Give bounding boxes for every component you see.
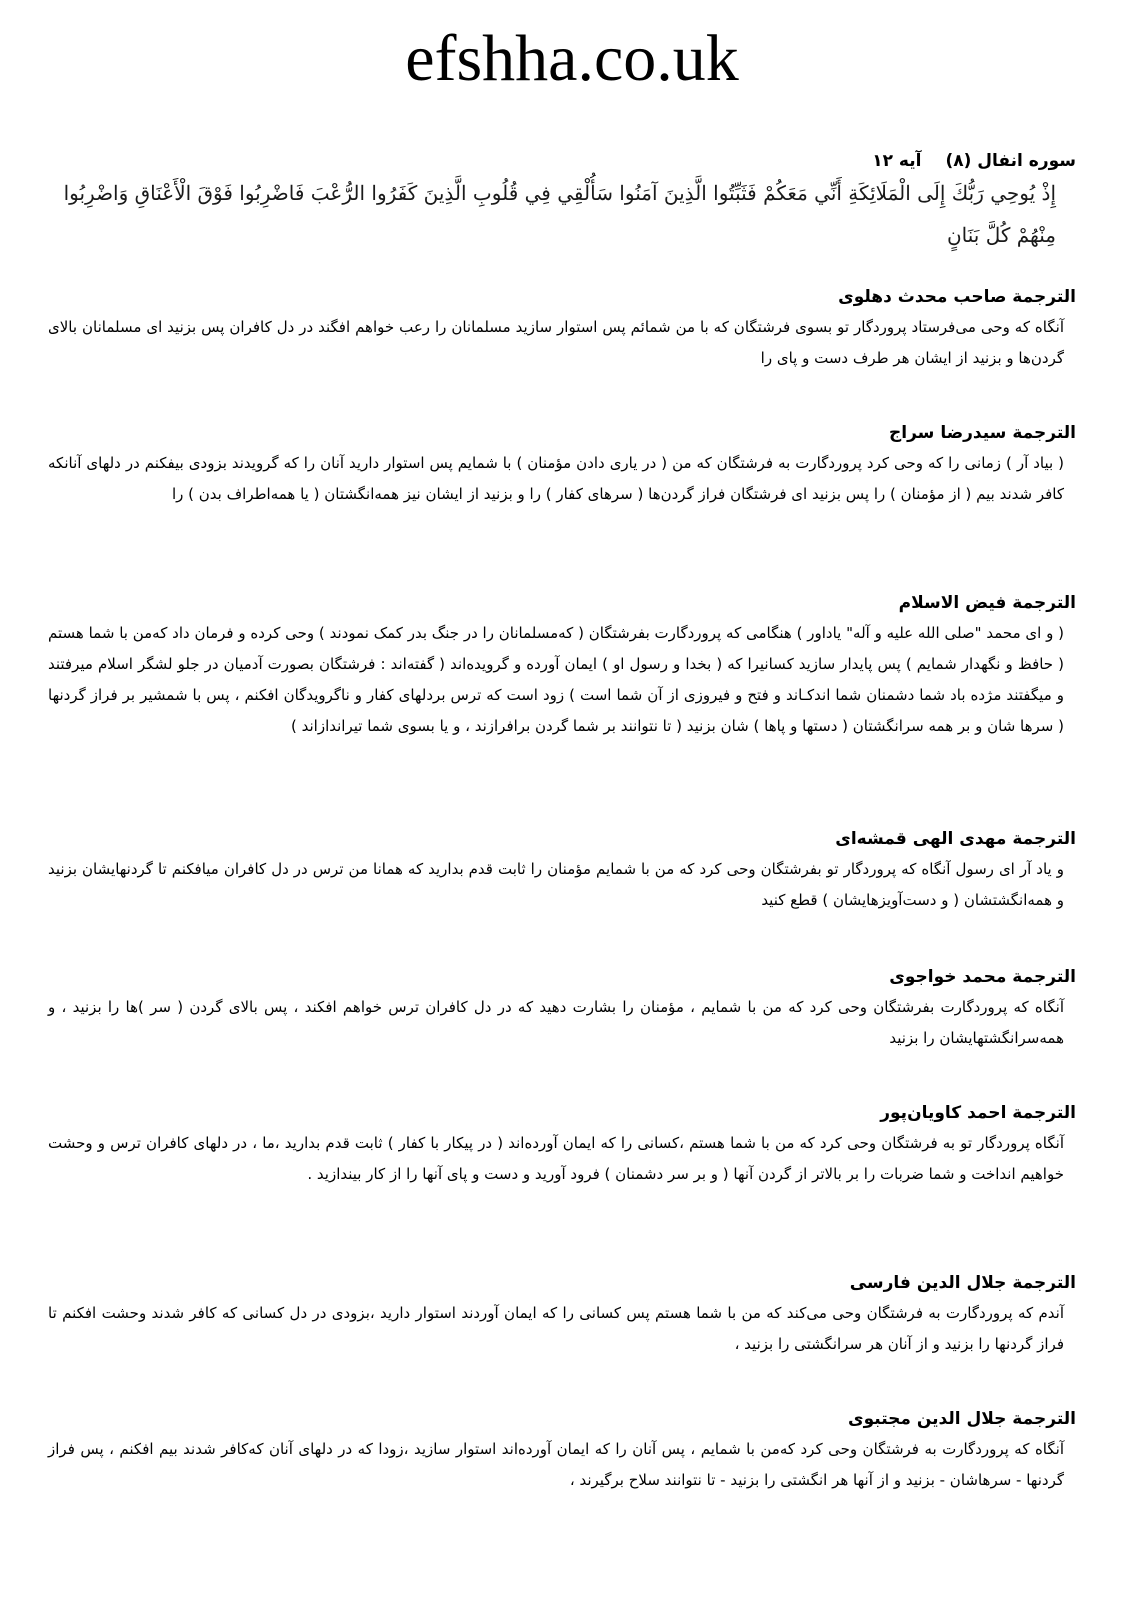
translation-text: ( و ای محمد "صلی الله علیه و آله" یاداور ) هنگامی که پروردگارت بفرشتگان ( که‌مسلمانان را در جنگ بدر کمک نمودند ) وحی کرده و فرمان داد که‌من با شما هستم ( حافظ و نگهدار شمایم ) پس پایدار سازید کسانیرا که ( بخدا و رسول او ) ایمان آورده و گرویده‌اند ( گفته‌اند : فرشتگان بصورت آدمیان در جلو لشگر اسلام میرفتند و میگفتند مژده باد شما دشمنان شما اندکـاند و فتح و فیروزی از آن شما است ) زود است که ترس بردلهای کفار و ناگرویدگان افکنم ، پس با شمشیر بر فراز گردنها ( سرها شان و بر همه سرانگشتان ( دستها و پاها ) شان بزنید ( تا نتوانند بر شما گردن برافرازند ، و یا بسوی شما تیراندازاند ) — [48, 624, 1064, 735]
translation-title: الترجمة محمد خواجوی — [889, 967, 1076, 987]
translation-section — [48, 828, 1076, 916]
translation-section — [48, 1272, 1076, 1360]
translation-title: الترجمة مهدی الهی قمشه‌ای — [835, 829, 1076, 849]
translation-section — [48, 592, 1076, 742]
translation-title: الترجمة احمد کاویان‌پور — [880, 1103, 1076, 1123]
translation-text: و یاد آر ای رسول آنگاه که پروردگار تو بفرشتگان وحی کرد که من با شمایم مؤمنان را ثابت قدم بدارید که همانا من ترس در دل کافران میافکنم تا گردنهایشان بزنید و همه‌انگشتشان ( و دست‌آویزهایشان ) قطع کنید — [48, 860, 1064, 909]
translation-section — [48, 1102, 1076, 1190]
sura-heading — [48, 150, 1076, 172]
ayah-number: آیه ۱۲ — [872, 151, 922, 171]
translation-title: الترجمة سیدرضا سراج — [889, 423, 1076, 443]
translation-text: آندم که پروردگارت به فرشتگان وحی می‌کند که من با شما هستم پس کسانی را که ایمان آوردند استوار دارید ،بزودی در دل کسانی که کافر شدند وحشت افکنم تا فراز گردنها را بزنید و از آنان هر سرانگشتی را بزنید ، — [48, 1304, 1064, 1353]
translation-title: الترجمة صاحب محدث دهلوی — [838, 287, 1076, 307]
site-title: efshha.co.uk — [405, 22, 739, 95]
translation-text: آنگاه که پروردگارت بفرشتگان وحی کرد که من با شمایم ، مؤمنان را بشارت دهید که در دل کافران ترس خواهم افکند ، پس بالای گردن ( سر )ها را بزنید ، و همه‌سرانگشتهایشان را بزنید — [48, 998, 1064, 1047]
translation-text: آنگاه که وحی می‌فرستاد پروردگار تو بسوی فرشتگان که با من شمائم پس استوار سازید مسلمانان را رعب خواهم افگند در دل کافران پس بزنید ای مسلمانان بالای گردن‌ها و بزنید از ایشان هر طرف دست و پای را — [48, 318, 1064, 367]
quran-verse: إِذْ يُوحِي رَبُّكَ إِلَى الْمَلَائِكَةِ أَنِّي مَعَكُمْ فَثَبِّتُوا الَّذِينَ آمَنُوا سَأُلْقِي فِي قُلُوبِ الَّذِينَ كَفَرُوا الرُّعْبَ فَاضْرِبُوا فَوْقَ الْأَعْنَاقِ وَاضْرِبُوا مِنْهُمْ كُلَّ بَنَانٍ — [63, 181, 1056, 247]
document-body — [48, 150, 1076, 1489]
translation-text: آنگاه پروردگار تو به فرشتگان وحی کرد که من با شما هستم ،کسانی را که ایمان آورده‌اند ( در پیکار با کفار ) ثابت قدم بدارید ،ما ، در دلهای کافران ترس و وحشت خواهیم انداخت و شما ضربات را بر بالاتر از گردن آنها ( و بر سر دشمنان ) فرود آورید و دست و پای آنها را از کار بیندازید . — [48, 1134, 1064, 1183]
translation-section — [48, 1408, 1076, 1496]
translation-section — [48, 286, 1076, 374]
translation-text: ( بیاد آر ) زمانی را که وحی کرد پروردگارت به فرشتگان که من ( در یاری دادن مؤمنان ) با شمایم پس استوار دارید آنان را که گرویدند بزودی بیفکنم در دلهای آنانکه کافر شدند بیم ( از مؤمنان ) را پس بزنید ای فرشتگان فراز گردن‌ها ( سرهای کفار ) را و بزنید از ایشان نیز همه‌انگشتان ( یا همه‌اطراف بدن ) را — [48, 454, 1064, 503]
translation-title: الترجمة جلال الدین فارسی — [849, 1273, 1076, 1293]
translation-section — [48, 966, 1076, 1054]
translation-title: الترجمة جلال الدین مجتبوی — [848, 1409, 1076, 1429]
sura-name: سوره انفال (۸) — [945, 151, 1076, 171]
translation-title: الترجمة فیض الاسلام — [898, 593, 1076, 613]
translation-section — [48, 422, 1076, 510]
translation-text: آنگاه که پروردگارت به فرشتگان وحی کرد که‌من با شمایم ، پس آنان را که ایمان آورده‌اند استوار سازید ،زودا که در دلهای آنان که‌کافر شدند بیم افکنم ، پس فراز گردنها - سرهاشان - بزنید و از آنها هر انگشتی را بزنید - تا نتوانند سلاح برگیرند ، — [48, 1440, 1064, 1489]
